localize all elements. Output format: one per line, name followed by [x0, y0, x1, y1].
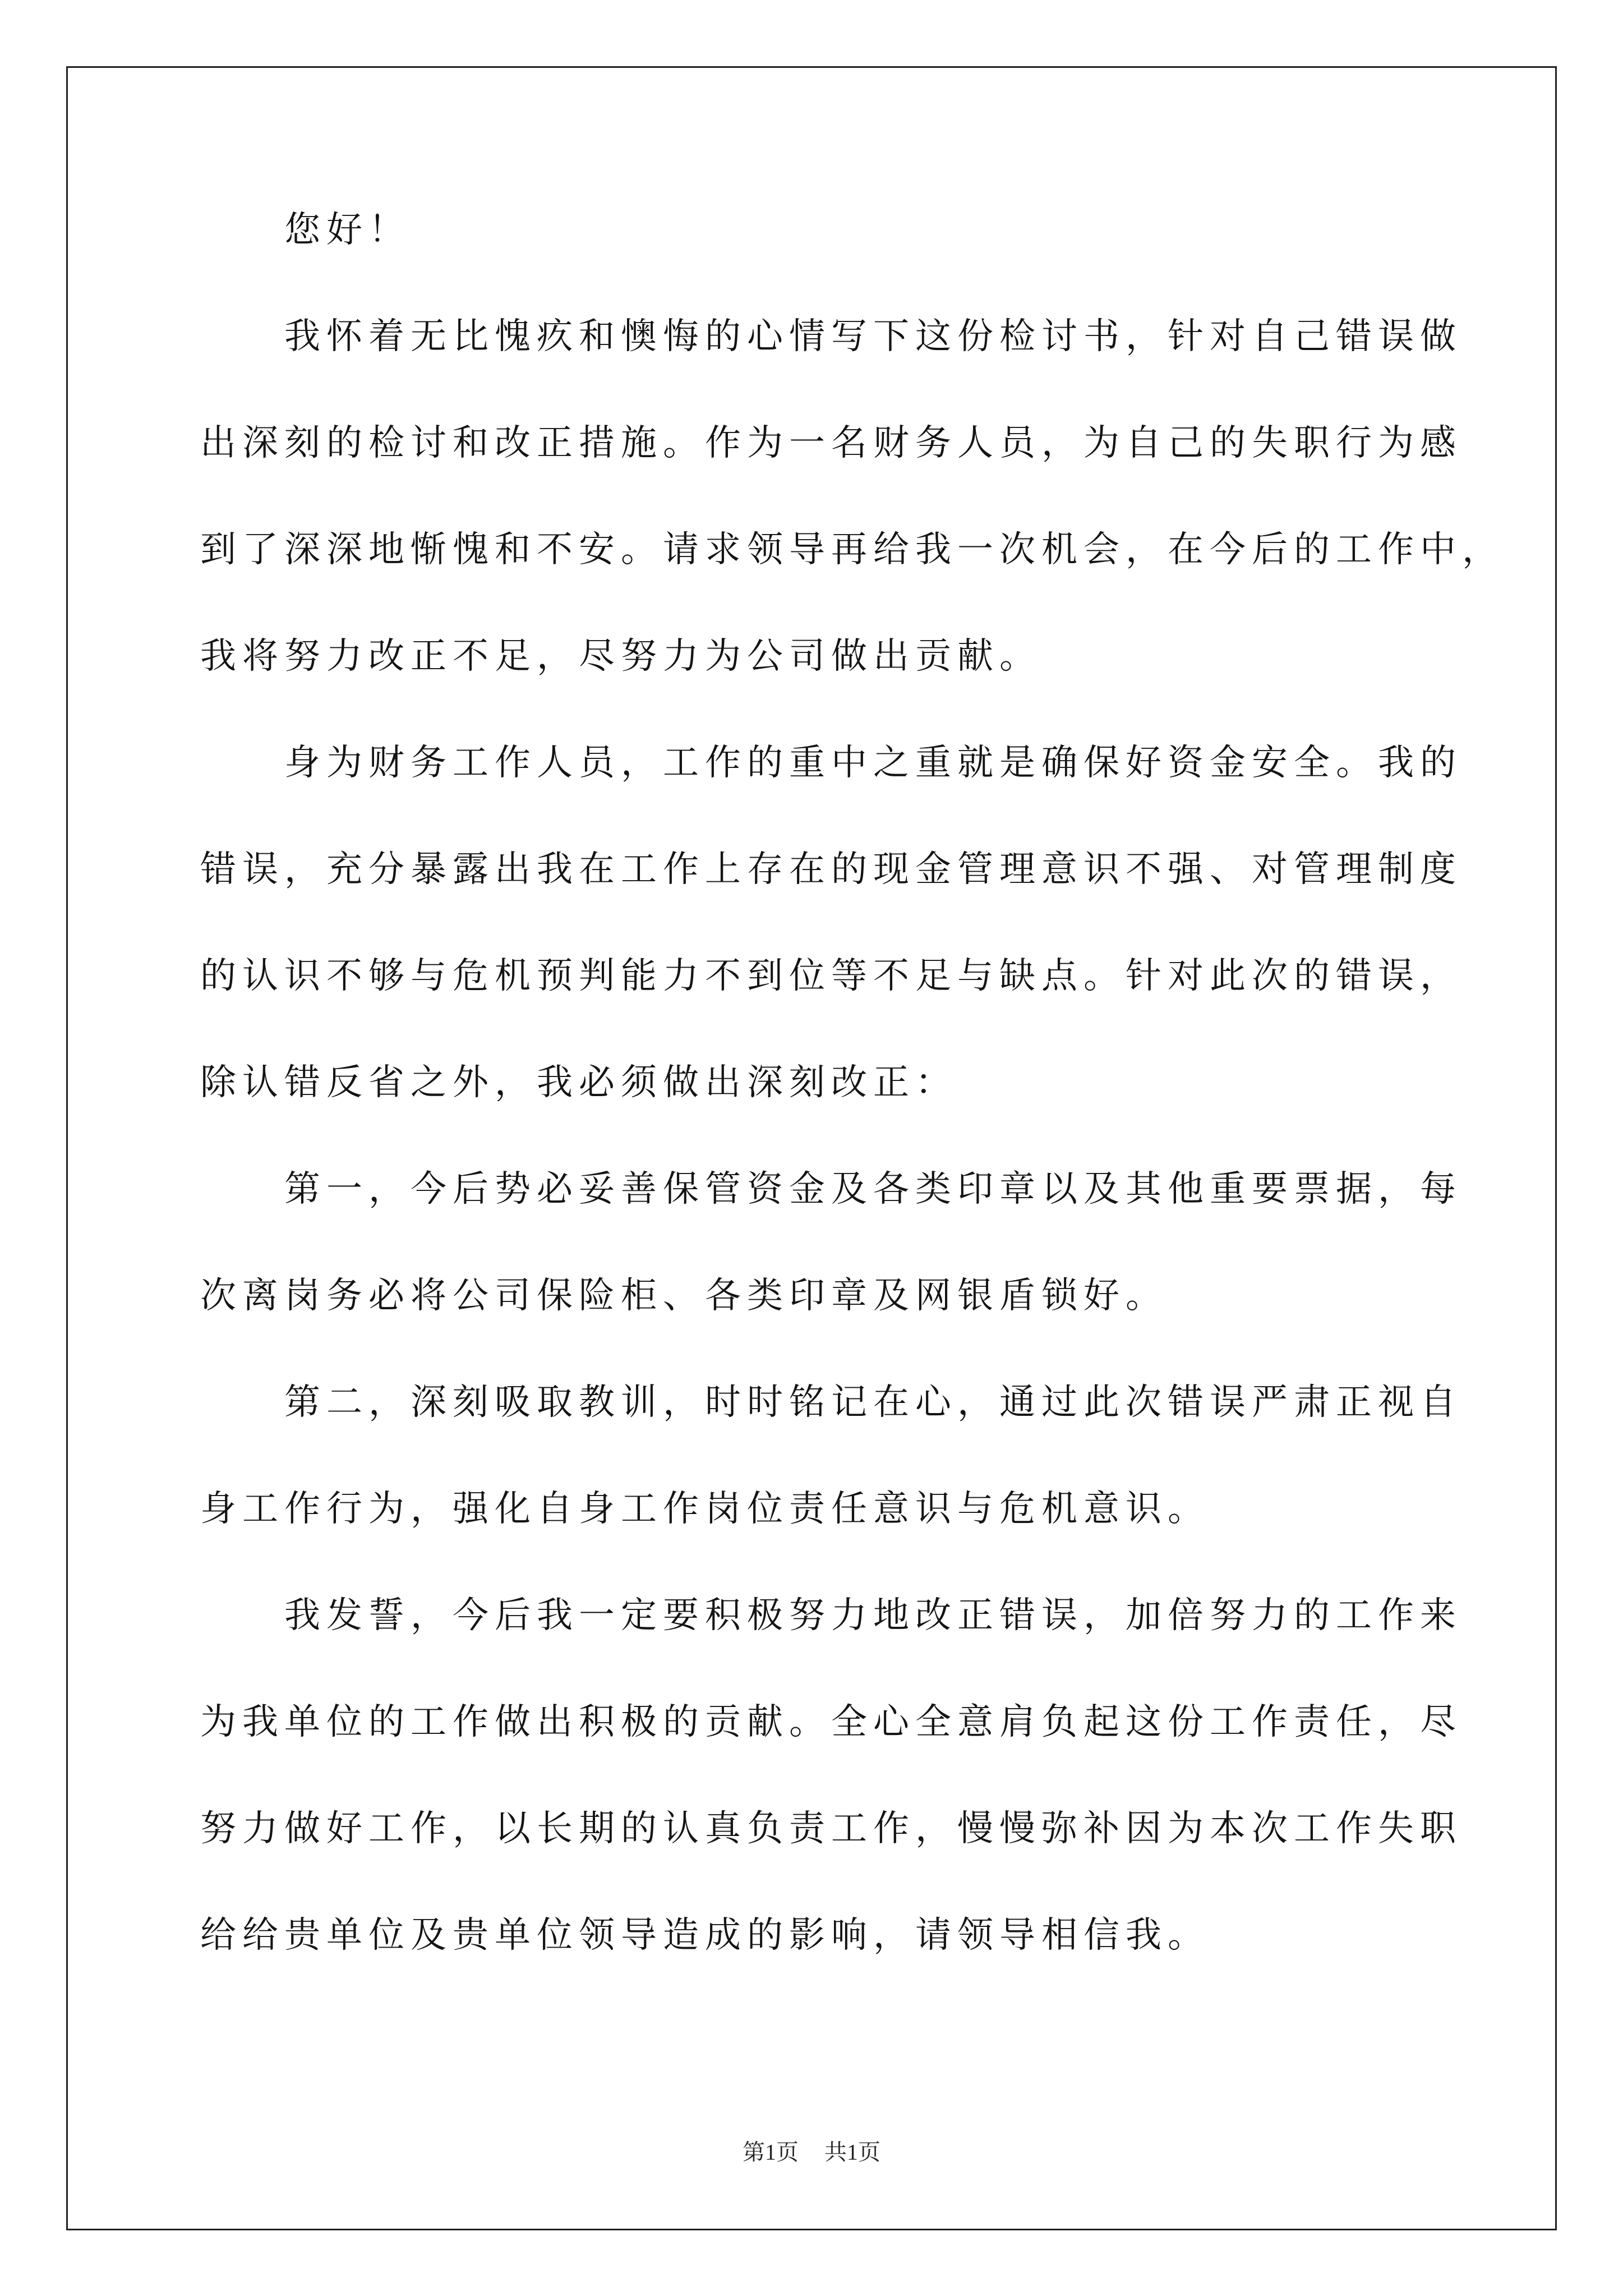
paragraph-2-line-2: 错误，充分暴露出我在工作上存在的现金管理意识不强、对管理制度 [200, 849, 1462, 890]
paragraph-5-line-3: 努力做好工作，以长期的认真负责工作，慢慢弥补因为本次工作失职 [200, 1808, 1462, 1849]
page-footer [0, 2138, 1623, 2166]
page-number: 第1页 [743, 2139, 799, 2165]
paragraph-1-line-1: 我怀着无比愧疚和懊悔的心情写下这份检讨书，针对自己错误做 [284, 316, 1462, 357]
paragraph-4-line-1: 第二，深刻吸取教训，时时铭记在心，通过此次错误严肃正视自 [284, 1382, 1462, 1423]
paragraph-4-line-2: 身工作行为，强化自身工作岗位责任意识与危机意识。 [200, 1488, 1210, 1530]
paragraph-3-line-1: 第一，今后势必妥善保管资金及各类印章以及其他重要票据，每 [284, 1168, 1462, 1210]
paragraph-2-line-1: 身为财务工作人员，工作的重中之重就是确保好资金安全。我的 [284, 742, 1462, 784]
paragraph-1-line-4: 我将努力改正不足，尽努力为公司做出贡献。 [200, 636, 1041, 677]
page-border [66, 66, 1557, 2230]
paragraph-2-line-4: 除认错反省之外，我必须做出深刻改正： [200, 1062, 957, 1103]
paragraph-2-line-3: 的认识不够与危机预判能力不到位等不足与缺点。针对此次的错误， [200, 955, 1462, 997]
paragraph-1-line-3: 到了深深地惭愧和不安。请求领导再给我一次机会，在今后的工作中， [200, 529, 1504, 570]
page-total: 共1页 [824, 2139, 880, 2165]
paragraph-5-line-2: 为我单位的工作做出积极的贡献。全心全意肩负起这份工作责任，尽 [200, 1701, 1462, 1743]
paragraph-5-line-4: 给给贵单位及贵单位领导造成的影响，请领导相信我。 [200, 1915, 1210, 1956]
paragraph-1-line-2: 出深刻的检讨和改正措施。作为一名财务人员，为自己的失职行为感 [200, 422, 1462, 464]
paragraph-3-line-2: 次离岗务必将公司保险柜、各类印章及网银盾锁好。 [200, 1275, 1168, 1317]
paragraph-5-line-1: 我发誓，今后我一定要积极努力地改正错误，加倍努力的工作来 [284, 1595, 1462, 1636]
greeting: 您好！ [284, 209, 411, 251]
